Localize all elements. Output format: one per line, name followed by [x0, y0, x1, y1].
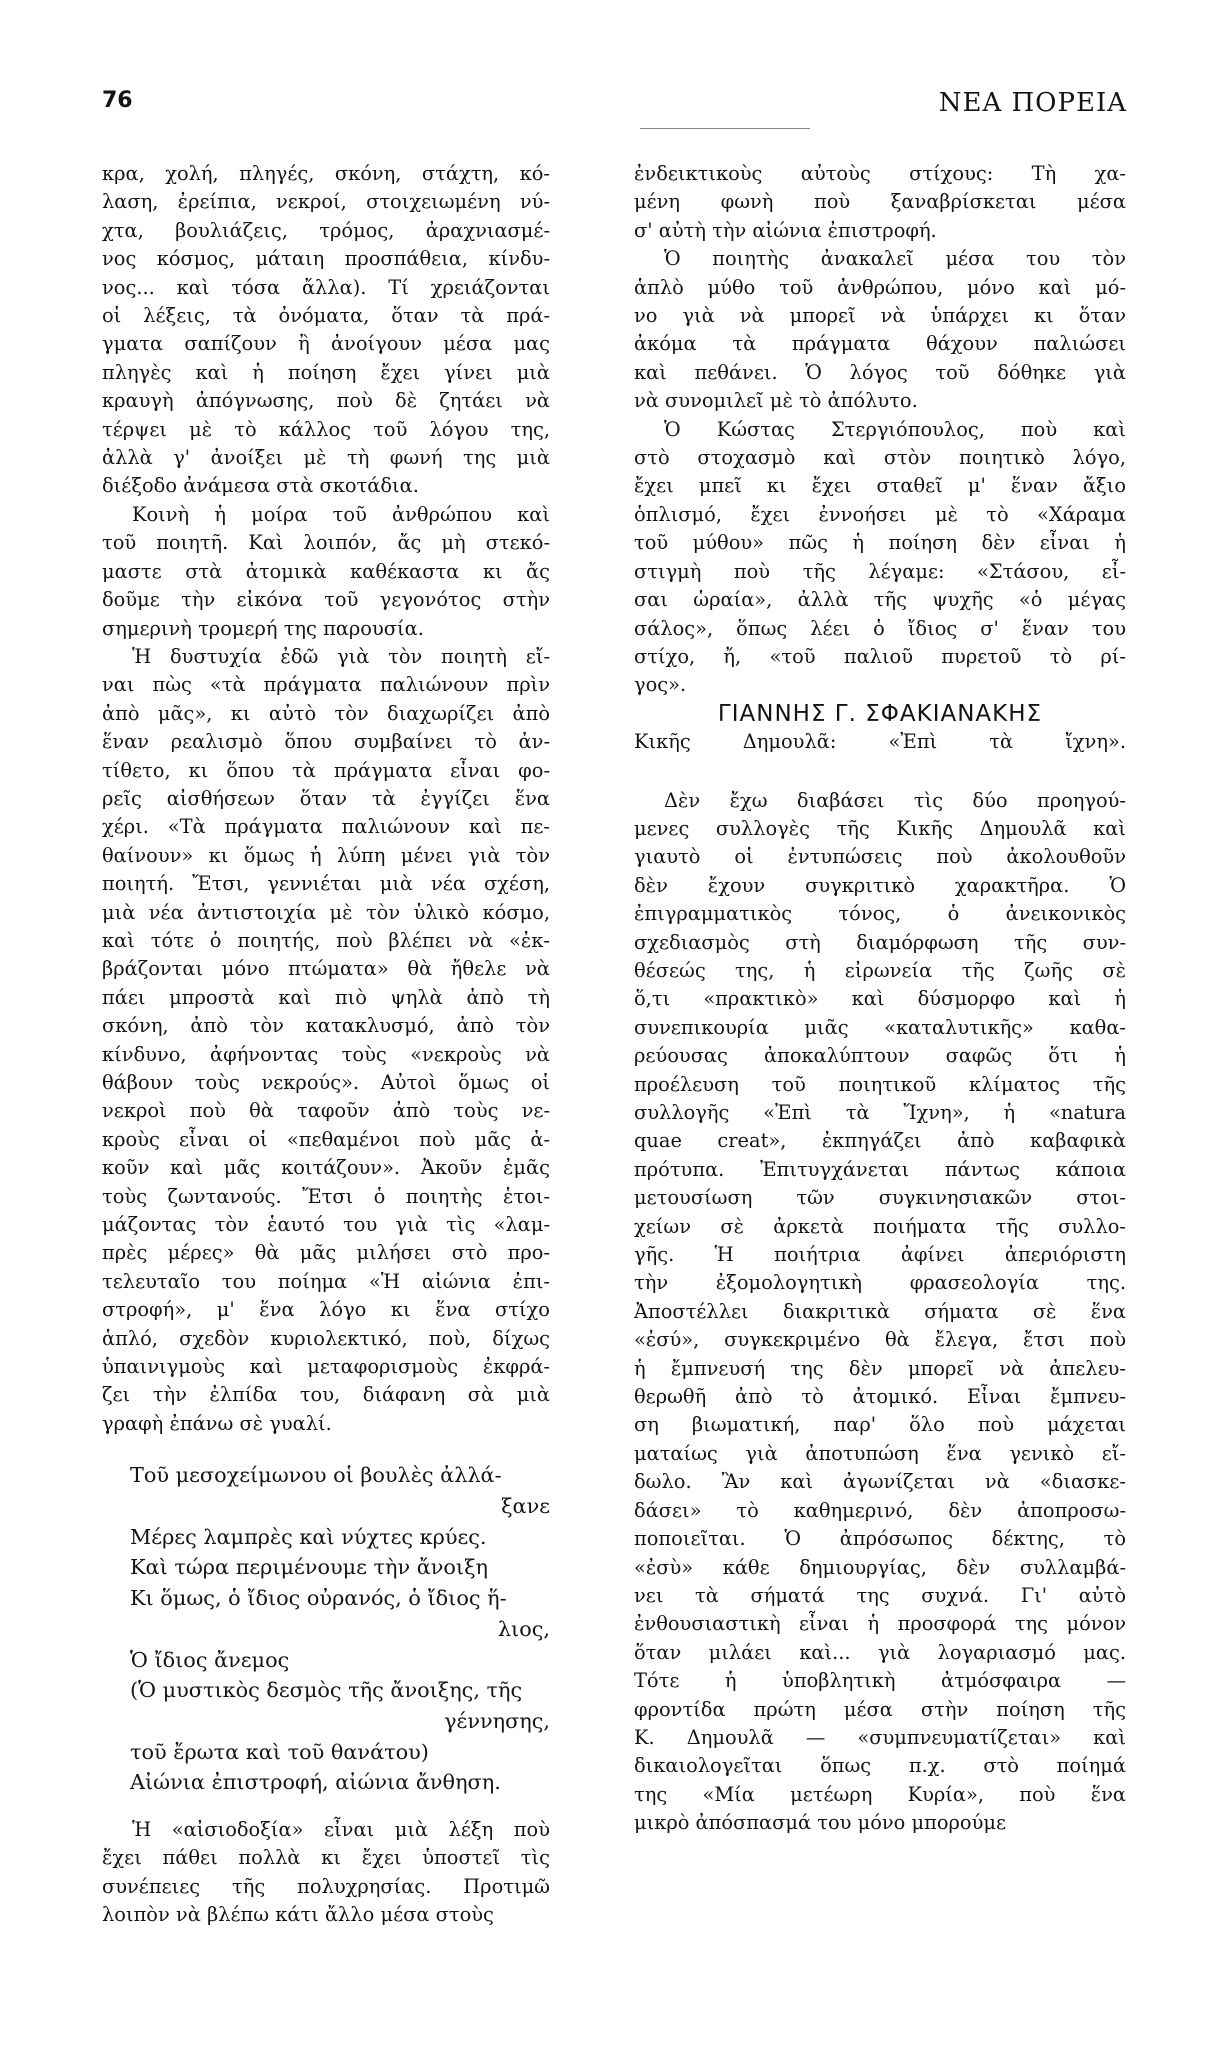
text-line: Κοινὴ ἡ μοίρα τοῦ ἀνθρώπου καὶ	[132, 502, 550, 526]
text-line: νος... καὶ τόσα ἄλλα). Τί χρειάζονται	[102, 275, 550, 299]
text-line: σκόνη, ἀπὸ τὸν κατακλυσμό, ἀπὸ τὸν	[102, 1014, 550, 1038]
text-line: γος».	[634, 673, 687, 697]
text-line: ματαίως γιὰ ἀποτυπώση ἕνα γενικὸ εἴ-	[634, 1441, 1126, 1465]
text-line: γῆς. Ἡ ποιήτρια ἀφίνει ἀπεριόριστη	[634, 1243, 1126, 1267]
text-line: γιαυτὸ οἱ ἐντυπώσεις ποὺ ἀκολουθοῦν	[634, 845, 1126, 869]
text-line: ἕναν ρεαλισμὸ ὅπου συμβαίνει τὸ ἀν-	[102, 730, 550, 754]
text-line: νεκροὶ ποὺ θὰ ταφοῦν ἀπὸ τοὺς νε-	[102, 1099, 550, 1123]
text-line: τὴν ἐξομολογητικὴ φρασεολογία της.	[634, 1271, 1126, 1295]
text-line: λοιπὸν νὰ βλέπω κάτι ἄλλο μέσα στοὺς	[102, 1903, 494, 1927]
text-line: τέρψει μὲ τὸ κάλλος τοῦ λόγου της,	[102, 417, 550, 441]
text-line: σχεδιασμὸς στὴ διαμόρφωση τῆς συν-	[634, 930, 1126, 954]
text-line: ρεῖς αἰσθήσεων ὅταν τὰ ἐγγίζει ἕνα	[102, 786, 550, 810]
text-line: τοῦ ποιητῆ. Καὶ λοιπόν, ἄς μὴ στεκό-	[102, 531, 550, 555]
text-line: ζει τὴν ἐλπίδα του, διάφανη σὰ μιὰ	[102, 1383, 550, 1407]
text-line: ρεύουσας ἀποκαλύπτουν σαφῶς ὅτι ἡ	[634, 1044, 1126, 1068]
text-line: ση βιωματική, παρ' ὅλο ποὺ μάχεται	[634, 1413, 1126, 1437]
text-line: καὶ πεθάνει. Ὁ λόγος τοῦ δόθηκε γιὰ	[634, 360, 1126, 384]
text-line: μετουσίωση τῶν συγκινησιακῶν στοι-	[634, 1186, 1126, 1210]
text-line: διέξοδο ἀνάμεσα στὰ σκοτάδια.	[102, 474, 419, 498]
poem-line: Κι ὅμως, ὁ ἴδιος οὐρανός, ὁ ἴδιος ἥ-	[130, 1586, 507, 1611]
text-line: κροὺς εἶναι οἱ «πεθαμένοι ποὺ μᾶς ἀ-	[102, 1127, 550, 1151]
page-header	[102, 88, 1127, 124]
text-line: ἐνδεικτικοὺς αὐτοὺς στίχους: Τὴ χα-	[634, 162, 1126, 185]
review-heading: Κικῆς Δημουλᾶ: «Ἐπὶ τὰ ἴχνη».	[634, 730, 1126, 754]
text-line: κρα, χολή, πληγές, σκόνη, στάχτη, κό-	[102, 162, 550, 185]
paragraph	[102, 160, 550, 501]
text-line: σ' αὐτὴ τὴν αἰώνια ἐπιστροφή.	[634, 218, 937, 242]
text-line: τοὺς ζωντανούς. Ἔτσι ὁ ποιητὴς ἑτοι-	[102, 1184, 550, 1208]
text-line: θέσεώς της, ἡ εἰρωνεία τῆς ζωῆς σὲ	[634, 958, 1126, 982]
text-line: προέλευση τοῦ ποιητικοῦ κλίματος τῆς	[634, 1072, 1126, 1096]
text-line: ἐνθουσιαστικὴ εἶναι ἡ προσφορά της μόνον	[634, 1612, 1126, 1636]
text-line: νει τὰ σήματά της συχνά. Γι' αὐτὸ	[634, 1583, 1126, 1607]
poem-line: Μέρες λαμπρὲς καὶ νύχτες κρύες.	[130, 1524, 487, 1549]
text-line: κίνδυνο, ἀφήνοντας τοὺς «νεκροὺς νὰ	[102, 1042, 550, 1066]
text-line: ἁπλὸ μύθο τοῦ ἀνθρώπου, μόνο καὶ μό-	[634, 275, 1126, 299]
right-column	[634, 160, 1126, 1838]
text-line: μάζοντας τὸν ἑαυτό του γιὰ τὶς «λαμ-	[102, 1213, 550, 1237]
text-line: τελευταῖο του ποίημα «Ἡ αἰώνια ἐπι-	[102, 1269, 550, 1293]
text-line: quae creat», ἐκπηγάζει ἀπὸ καβαφικὰ	[634, 1129, 1126, 1153]
text-line: ἡ ἔμπνευσή της δὲν μπορεῖ νὰ ἀπελευ-	[634, 1356, 1126, 1380]
text-line: μένη φωνὴ ποὺ ξαναβρίσκεται μέσα	[634, 190, 1126, 214]
page-number: 76	[102, 88, 133, 113]
text-line: πάει μπροστὰ καὶ πιὸ ψηλὰ ἀπὸ τὴ	[102, 985, 550, 1009]
text-line: κοῦν καὶ μᾶς κοιτάζουν». Ἀκοῦν ἐμᾶς	[102, 1156, 550, 1180]
text-line: χτα, βουλιάζεις, τρόμος, ἀραχνιασμέ-	[102, 218, 550, 242]
text-line: ποποιεῖται. Ὁ ἀπρόσωπος δέκτης, τὸ	[634, 1527, 1126, 1551]
text-line: ὑπαινιγμοὺς καὶ μεταφορισμοὺς ἐκφρά-	[102, 1355, 550, 1379]
poem-line: Τοῦ μεσοχείμωνου οἱ βουλὲς ἀλλά-	[130, 1463, 502, 1488]
text-line: Τότε ἡ ὑποβλητικὴ ἀτμόσφαιρα —	[634, 1669, 1126, 1693]
text-line: σημερινὴ τρομερή της παρουσία.	[102, 616, 424, 640]
text-line: στροφή», μ' ἕνα λόγο κι ἕνα στίχο	[102, 1298, 550, 1322]
text-line: δοῦμε τὴν εἰκόνα τοῦ γεγονότος στὴν	[102, 588, 550, 612]
text-line: Ὁ Κώστας Στεργιόπουλος, ποὺ καὶ	[664, 417, 1126, 441]
text-line: μαστε στὰ ἀτομικὰ καθέκαστα κι ἄς	[102, 559, 550, 583]
paragraph	[634, 160, 1126, 245]
paragraph	[102, 501, 550, 643]
left-column	[102, 160, 550, 1930]
text-line: πρότυπα. Ἐπιτυγχάνεται πάντως κάποια	[634, 1157, 1126, 1181]
text-line: Δὲν ἔχω διαβάσει τὶς δύο προηγού-	[664, 788, 1126, 812]
text-line: δάσει» τὸ καθημερινό, δὲν ἀποπροσω-	[634, 1498, 1126, 1522]
running-title: ΝΕΑ ΠΟΡΕΙΑ	[938, 88, 1127, 118]
text-line: Ἀποστέλλει διακριτικὰ σήματα σὲ ἕνα	[634, 1299, 1126, 1323]
text-line: δωλο. Ἂν καὶ ἀγωνίζεται νὰ «διασκε-	[634, 1470, 1126, 1494]
text-line: μιὰ νέα ἀντιστοιχία μὲ τὸν ὑλικὸ κόσμο,	[102, 900, 550, 924]
text-line: θάβουν τοὺς νεκρούς». Αὐτοὶ ὅμως οἱ	[102, 1071, 550, 1094]
text-line: φροντίδα πρώτη μέσα στὴν ποίηση τῆς	[634, 1697, 1126, 1721]
poem-line-cont: ξανε	[501, 1493, 550, 1518]
text-line: πρὲς μέρες» θὰ μᾶς μιλήσει στὸ προ-	[102, 1241, 550, 1265]
text-line: τίθετο, κι ὅπου τὰ πράγματα εἶναι φο-	[102, 758, 550, 782]
text-line: σάλος», ὅπως λέει ὁ ἴδιος σ' ἕναν του	[634, 616, 1126, 640]
header-rule	[640, 128, 810, 129]
text-line: σαι ὡραία», ἀλλὰ τῆς ψυχῆς «ὁ μέγας	[634, 588, 1126, 612]
text-line: ἔχει πάθει πολλὰ κι ἔχει ὑποστεῖ τὶς	[102, 1846, 550, 1870]
text-line: καὶ τότε ὁ ποιητής, ποὺ βλέπει νὰ «ἐκ-	[102, 928, 550, 952]
text-line: νος κόσμος, μάταιη προσπάθεια, κίνδυ-	[102, 247, 550, 271]
text-line: ναι πὼς «τὰ πράγματα παλιώνουν πρὶν	[102, 673, 550, 697]
paragraph	[634, 416, 1126, 700]
text-line: ἐπιγραμματικὸς τόνος, ὁ ἀνεικονικὸς	[634, 902, 1126, 926]
paragraph	[634, 787, 1126, 1838]
text-line: νὰ συνομιλεῖ μὲ τὸ ἀπόλυτο.	[634, 389, 918, 413]
text-line: στίχο, ἤ, «τοῦ παλιοῦ πυρετοῦ τὸ ρί-	[634, 644, 1126, 668]
text-line: συνεπικουρία μιᾶς «καταλυτικῆς» καθα-	[634, 1015, 1126, 1039]
text-line: συλλογῆς «Ἐπὶ τὰ Ἴχνη», ἡ «natura	[634, 1101, 1126, 1124]
text-line: δὲν ἔχουν συγκριτικὸ χαρακτῆρα. Ὁ	[634, 873, 1126, 897]
text-line: κραυγὴ ἀπόγνωσης, ποὺ δὲ ζητάει νὰ	[102, 389, 550, 413]
text-line: μικρὸ ἀπόσπασμά του μόνο μπορούμε	[634, 1811, 1007, 1835]
text-line: ποιητή. Ἔτσι, γεννιέται μιὰ νέα σχέση,	[102, 872, 550, 896]
text-line: δικαιολογεῖται ὅπως π.χ. στὸ ποίημά	[634, 1754, 1126, 1778]
text-line: χέρι. «Τὰ πράγματα παλιώνουν καὶ πε-	[102, 815, 550, 839]
text-line: Ὁ ποιητὴς ἀνακαλεῖ μέσα του τὸν	[664, 247, 1126, 271]
text-line: ἀπὸ μᾶς», κι αὐτὸ τὸν διαχωρίζει ἀπὸ	[102, 701, 550, 725]
text-line: στὸ στοχασμὸ καὶ στὸν ποιητικὸ λόγο,	[634, 446, 1126, 470]
text-line: πληγὲς καὶ ἡ ποίηση ἔχει γίνει μιὰ	[102, 360, 550, 384]
text-line: «ἐσύ», συγκεκριμένο θὰ ἔλεγα, ἔτσι ποὺ	[634, 1328, 1126, 1352]
text-line: νο γιὰ νὰ μπορεῖ νὰ ὑπάρχει κι ὅταν	[634, 304, 1126, 328]
text-line: στιγμὴ ποὺ τῆς λέγαμε: «Στάσου, εἶ-	[634, 559, 1126, 583]
text-line: γματα σαπίζουν ἢ ἀνοίγουν μέσα μας	[102, 332, 550, 356]
paragraph	[634, 245, 1126, 415]
text-line: ὁπλισμό, ἔχει ἐννοήσει μὲ τὸ «Χάραμα	[634, 502, 1126, 526]
text-line: θαίνουν» κι ὅμως ἡ λύπη μένει γιὰ τὸν	[102, 843, 550, 867]
poem-line-cont: γέννησης,	[444, 1708, 550, 1733]
text-line: λαση, ἐρείπια, νεκροί, στοιχειωμένη νύ-	[102, 190, 550, 214]
text-line: Ἡ «αἰσιοδοξία» εἶναι μιὰ λέξη ποὺ	[132, 1818, 550, 1842]
text-line: Κ. Δημουλᾶ — «συμπνευματίζεται» καὶ	[634, 1725, 1126, 1749]
author-signature: ΓΙΑΝΝΗΣ Γ. ΣΦΑΚΙΑΝΑΚΗΣ	[717, 700, 1043, 727]
text-line: οἱ λέξεις, τὰ ὀνόματα, ὅταν τὰ πρά-	[102, 304, 550, 328]
text-line: τοῦ μύθου» πῶς ἡ ποίηση δὲν εἶναι ἡ	[634, 531, 1126, 555]
text-line: ὅ,τι «πρακτικὸ» καὶ δύσμορφο καὶ ἡ	[634, 987, 1126, 1011]
text-line: Ἡ δυστυχία ἐδῶ γιὰ τὸν ποιητὴ εἴ-	[132, 644, 550, 668]
text-line: γραφὴ ἐπάνω σὲ γυαλί.	[102, 1411, 332, 1435]
text-line: ἀλλὰ γ' ἀνοίξει μὲ τὴ φωνή της μιὰ	[102, 446, 550, 470]
paragraph	[102, 643, 550, 1438]
poem-quote	[130, 1460, 550, 1798]
text-line: ἔχει μπεῖ κι ἔχει σταθεῖ μ' ἕναν ἄξιο	[634, 474, 1126, 498]
poem-line: (Ὁ μυστικὸς δεσμὸς τῆς ἄνοιξης, τῆς	[130, 1678, 523, 1703]
text-line: συνέπειες τῆς πολυχρησίας. Προτιμῶ	[102, 1874, 550, 1898]
text-line: μενες συλλογὲς τῆς Κικῆς Δημουλᾶ καὶ	[634, 816, 1126, 840]
poem-line-cont: λιος,	[497, 1616, 550, 1641]
text-line: της «Μία μετέωρη Κυρία», ποὺ ἕνα	[634, 1782, 1126, 1806]
text-line: θερωθῆ ἀπὸ τὸ ἀτομικό. Εἶναι ἔμπνευ-	[634, 1385, 1126, 1409]
paragraph	[102, 1816, 550, 1930]
text-line: χείων σὲ ἀρκετὰ ποιήματα τῆς συλλο-	[634, 1214, 1126, 1238]
text-line: ὅταν μιλάει καὶ... γιὰ λογαριασμό μας.	[634, 1640, 1126, 1664]
poem-line: Ὁ ἴδιος ἄνεμος	[130, 1647, 290, 1672]
text-line: «ἐσὺ» κάθε δημιουργίας, δὲν συλλαμβά-	[634, 1555, 1126, 1579]
poem-line: Καὶ τώρα περιμένουμε τὴν ἄνοιξη	[130, 1555, 489, 1580]
text-line: βράζονται μόνο πτώματα» θὰ ἤθελε νὰ	[102, 957, 550, 981]
poem-line: τοῦ ἔρωτα καὶ τοῦ θανάτου)	[130, 1739, 429, 1764]
poem-line: Αἰώνια ἐπιστροφή, αἰώνια ἄνθηση.	[130, 1770, 501, 1795]
text-line: ἀκόμα τὰ πράγματα θάχουν παλιώσει	[634, 332, 1126, 356]
text-line: ἁπλό, σχεδὸν κυριολεκτικό, ποὺ, δίχως	[102, 1326, 550, 1350]
